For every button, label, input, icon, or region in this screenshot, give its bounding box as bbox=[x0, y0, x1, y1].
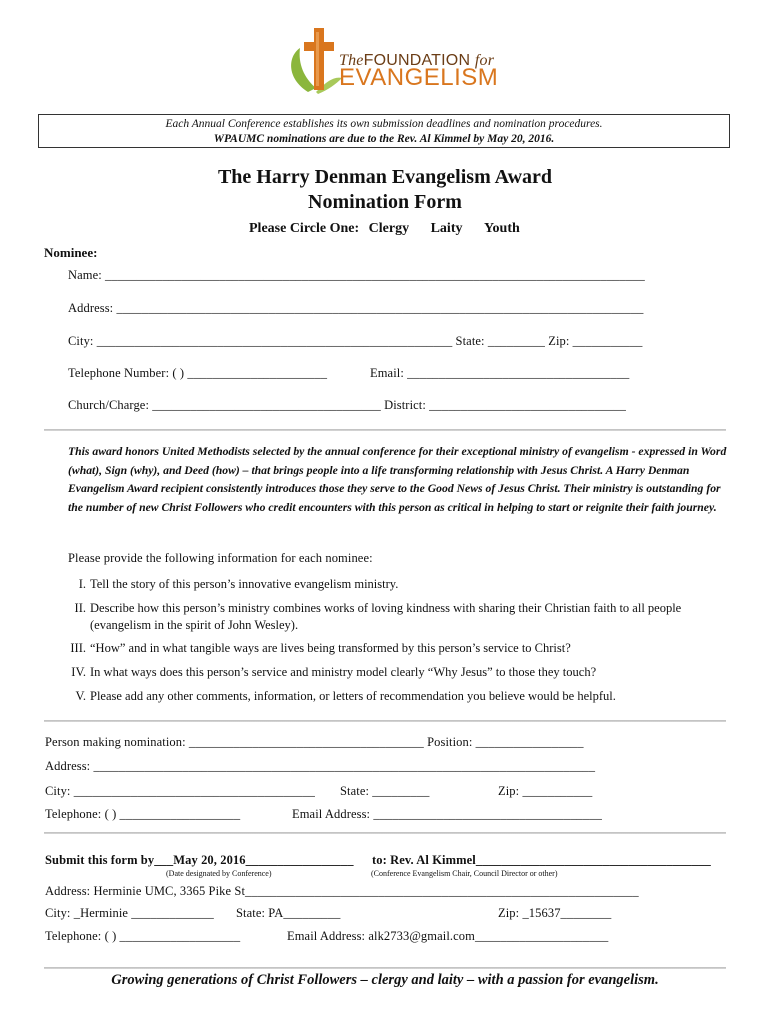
footer-tagline: Growing generations of Christ Followers – clergy and laity – with a passion for evangelism. bbox=[111, 972, 659, 988]
nominator-state-field[interactable]: State: _________ bbox=[340, 784, 430, 798]
divider bbox=[44, 832, 726, 834]
submit-telephone: Telephone: ( ) ___________________ bbox=[45, 929, 241, 943]
award-description: This award honors United Methodists selected by the annual conference for their exceptional ministry of evangelism - expressed in Word (what), Sign (why), and Deed (how) – that brings people into a life transforming relationship with Jesus Christ. A Harry Denman Evangelism Award recipient consistently introduces those they serve to the Good News of Jesus Christ. Their ministry is outstanding for the number of new Christ Followers who credit encounters with this person as critical in helping to start or reignite their faith journey. bbox=[68, 445, 727, 514]
submit-email: Email Address: alk2733@gmail.com_____________________ bbox=[287, 929, 609, 943]
nominator-zip-field[interactable]: Zip: ___________ bbox=[498, 784, 593, 798]
nominator-email-field[interactable]: Email Address: ____________________________________ bbox=[292, 807, 602, 821]
option-laity[interactable]: Laity bbox=[430, 221, 463, 236]
logo-text-evangelism: EVANGELISM bbox=[339, 64, 499, 91]
nominator-telephone-field[interactable]: Telephone: ( ) ___________________ bbox=[45, 807, 241, 821]
nominee-name-field[interactable]: Name: _____________________________________________________________________________________ bbox=[68, 268, 645, 282]
nominee-address-field[interactable]: Address: ___________________________________________________________________________________ bbox=[68, 301, 644, 315]
submit-address: Address: Herminie UMC, 3365 Pike St______________________________________________________________ bbox=[45, 884, 639, 898]
submit-to: to: Rev. Al Kimmel_____________________________________ bbox=[372, 853, 711, 867]
nominator-city-field[interactable]: City: ______________________________________ bbox=[45, 784, 316, 798]
instructions-intro: Please provide the following information for each nominee: bbox=[68, 551, 373, 565]
page-subtitle: Nomination Form bbox=[308, 191, 462, 213]
date-note: (Date designated by Conference) bbox=[166, 869, 272, 878]
recipient-note: (Conference Evangelism Chair, Council Director or other) bbox=[371, 869, 558, 878]
deadline-line2: WPAUMC nominations are due to the Rev. Al Kimmel by May 20, 2016. bbox=[213, 133, 555, 145]
nominee-city-state-zip-field[interactable]: City: ________________________________________________________ State: _________ Zip: ___________ bbox=[68, 334, 643, 348]
list-item: II. Describe how this person’s ministry combines works of loving kindness with sharing their Christian faith to all people (evangelism in the spirit of John Wesley). bbox=[74, 601, 682, 632]
category-selector bbox=[249, 221, 520, 237]
nominee-heading: Nominee: bbox=[44, 245, 98, 260]
nominator-address-field[interactable]: Address: _______________________________________________________________________________ bbox=[45, 759, 596, 773]
nominee-email-field[interactable]: Email: ___________________________________ bbox=[370, 366, 630, 380]
list-item: V. Please add any other comments, information, or letters of recommendation you believe would be helpful. bbox=[75, 689, 616, 703]
list-item: III. “How” and in what tangible ways are lives being transformed by this person’s service to Christ? bbox=[70, 641, 571, 655]
divider bbox=[44, 429, 726, 431]
submit-zip: Zip: _15637________ bbox=[498, 906, 612, 920]
divider bbox=[44, 967, 726, 969]
list-item: I. Tell the story of this person’s innovative evangelism ministry. bbox=[78, 577, 399, 591]
option-clergy[interactable]: Clergy bbox=[368, 221, 410, 236]
category-label: Please Circle One: bbox=[249, 221, 360, 236]
deadline-line1: Each Annual Conference establishes its own submission deadlines and nomination procedures. bbox=[165, 118, 603, 130]
submit-by: Submit this form by___May 20, 2016_________________ bbox=[45, 853, 354, 867]
logo-text-foundation: TheFOUNDATION for bbox=[339, 52, 495, 69]
list-item: IV. In what ways does this person’s service and ministry model clearly “Why Jesus” to those they touch? bbox=[71, 665, 597, 679]
nominee-church-district-field[interactable]: Church/Charge: ____________________________________ District: _______________________________ bbox=[68, 398, 627, 412]
submit-state: State: PA_________ bbox=[236, 906, 341, 920]
leaf-icon bbox=[291, 48, 316, 92]
page-title: The Harry Denman Evangelism Award bbox=[217, 166, 553, 188]
nominee-telephone-field[interactable]: Telephone Number: ( ) ______________________ bbox=[68, 366, 328, 380]
deadline-notice bbox=[38, 114, 730, 148]
option-youth[interactable]: Youth bbox=[483, 221, 520, 236]
divider bbox=[44, 720, 726, 722]
nominator-name-position-field[interactable]: Person making nomination: _____________________________________ Position: _________________ bbox=[45, 735, 584, 749]
submit-city: City: _Herminie _____________ bbox=[45, 906, 214, 920]
